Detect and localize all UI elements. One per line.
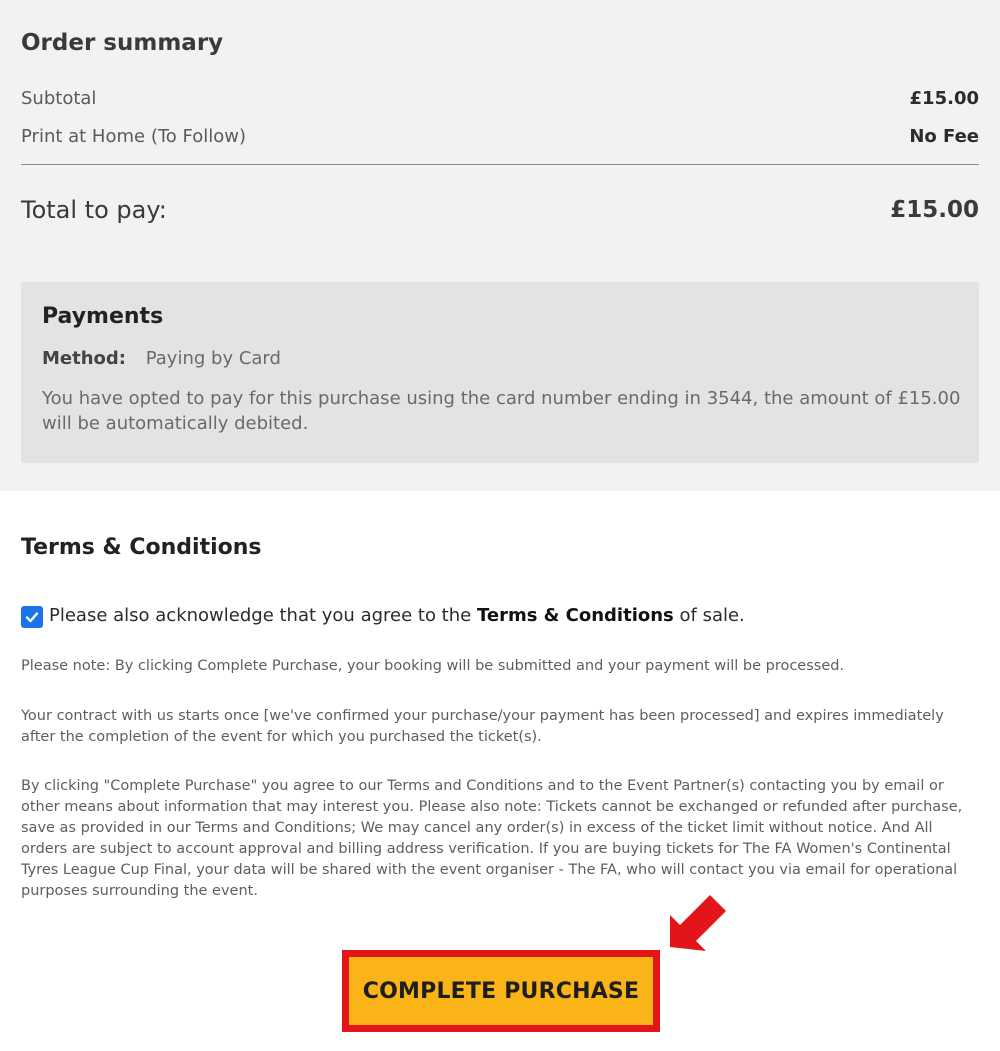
- payment-method-row: [42, 348, 281, 369]
- processing-note: Please note: By clicking Complete Purchase, your booking will be submitted and your payment will be processed.: [21, 658, 845, 674]
- payment-method-value: Paying by Card: [145, 348, 281, 369]
- checkmark-icon: [24, 609, 40, 625]
- delivery-value: No Fee: [909, 126, 979, 147]
- terms-acknowledgement: [21, 602, 745, 628]
- terms-checkbox[interactable]: [21, 606, 43, 628]
- terms-ack-prefix: Please also acknowledge that you agree to the: [49, 604, 472, 626]
- terms-title: Terms & Conditions: [21, 535, 262, 560]
- terms-ack-suffix: of sale.: [679, 604, 745, 626]
- delivery-row: [21, 126, 979, 147]
- total-label: Total to pay:: [21, 196, 167, 224]
- legal-note: By clicking "Complete Purchase" you agree to our Terms and Conditions and to the Event Partner(s) contacting you by email or other means about information that may interest you. Please also note: Tickets cannot be exchanged or refunded after purchase, save as provided in our Terms and Conditions; We may cancel any order(s) in excess of the ticket limit without notice. And All orders are subject to account approval and billing address verification. If you are buying tickets for The FA Women's Continental Tyres League Cup Final, your data will be shared with the event organiser - The FA, who will contact you via email for operational purposes surrounding the event.: [21, 778, 963, 899]
- complete-purchase-button[interactable]: COMPLETE PURCHASE: [349, 957, 653, 1025]
- payment-description: You have opted to pay for this purchase using the card number ending in 3544, the amount of £15.00 will be automatically debited.: [42, 388, 961, 434]
- subtotal-value: £15.00: [909, 88, 979, 109]
- payments-panel: [21, 282, 979, 463]
- total-value: £15.00: [890, 197, 979, 223]
- contract-note: Your contract with us starts once [we've confirmed your purchase/your payment has been processed] and expires immediately after the completion of the event for which you purchased the ticket(s).: [21, 708, 944, 745]
- payments-title: Payments: [42, 304, 164, 329]
- subtotal-label: Subtotal: [21, 88, 97, 109]
- order-summary-section: [0, 0, 1000, 491]
- payment-method-label: Method:: [42, 348, 126, 369]
- subtotal-row: [21, 88, 979, 109]
- terms-link[interactable]: Terms & Conditions: [476, 604, 674, 626]
- complete-purchase-highlight: [342, 950, 660, 1032]
- order-summary-title: Order summary: [21, 30, 224, 56]
- delivery-label: Print at Home (To Follow): [21, 126, 246, 147]
- total-row: [21, 196, 979, 224]
- summary-divider: [21, 164, 979, 165]
- arrow-pointer-icon: [666, 893, 728, 951]
